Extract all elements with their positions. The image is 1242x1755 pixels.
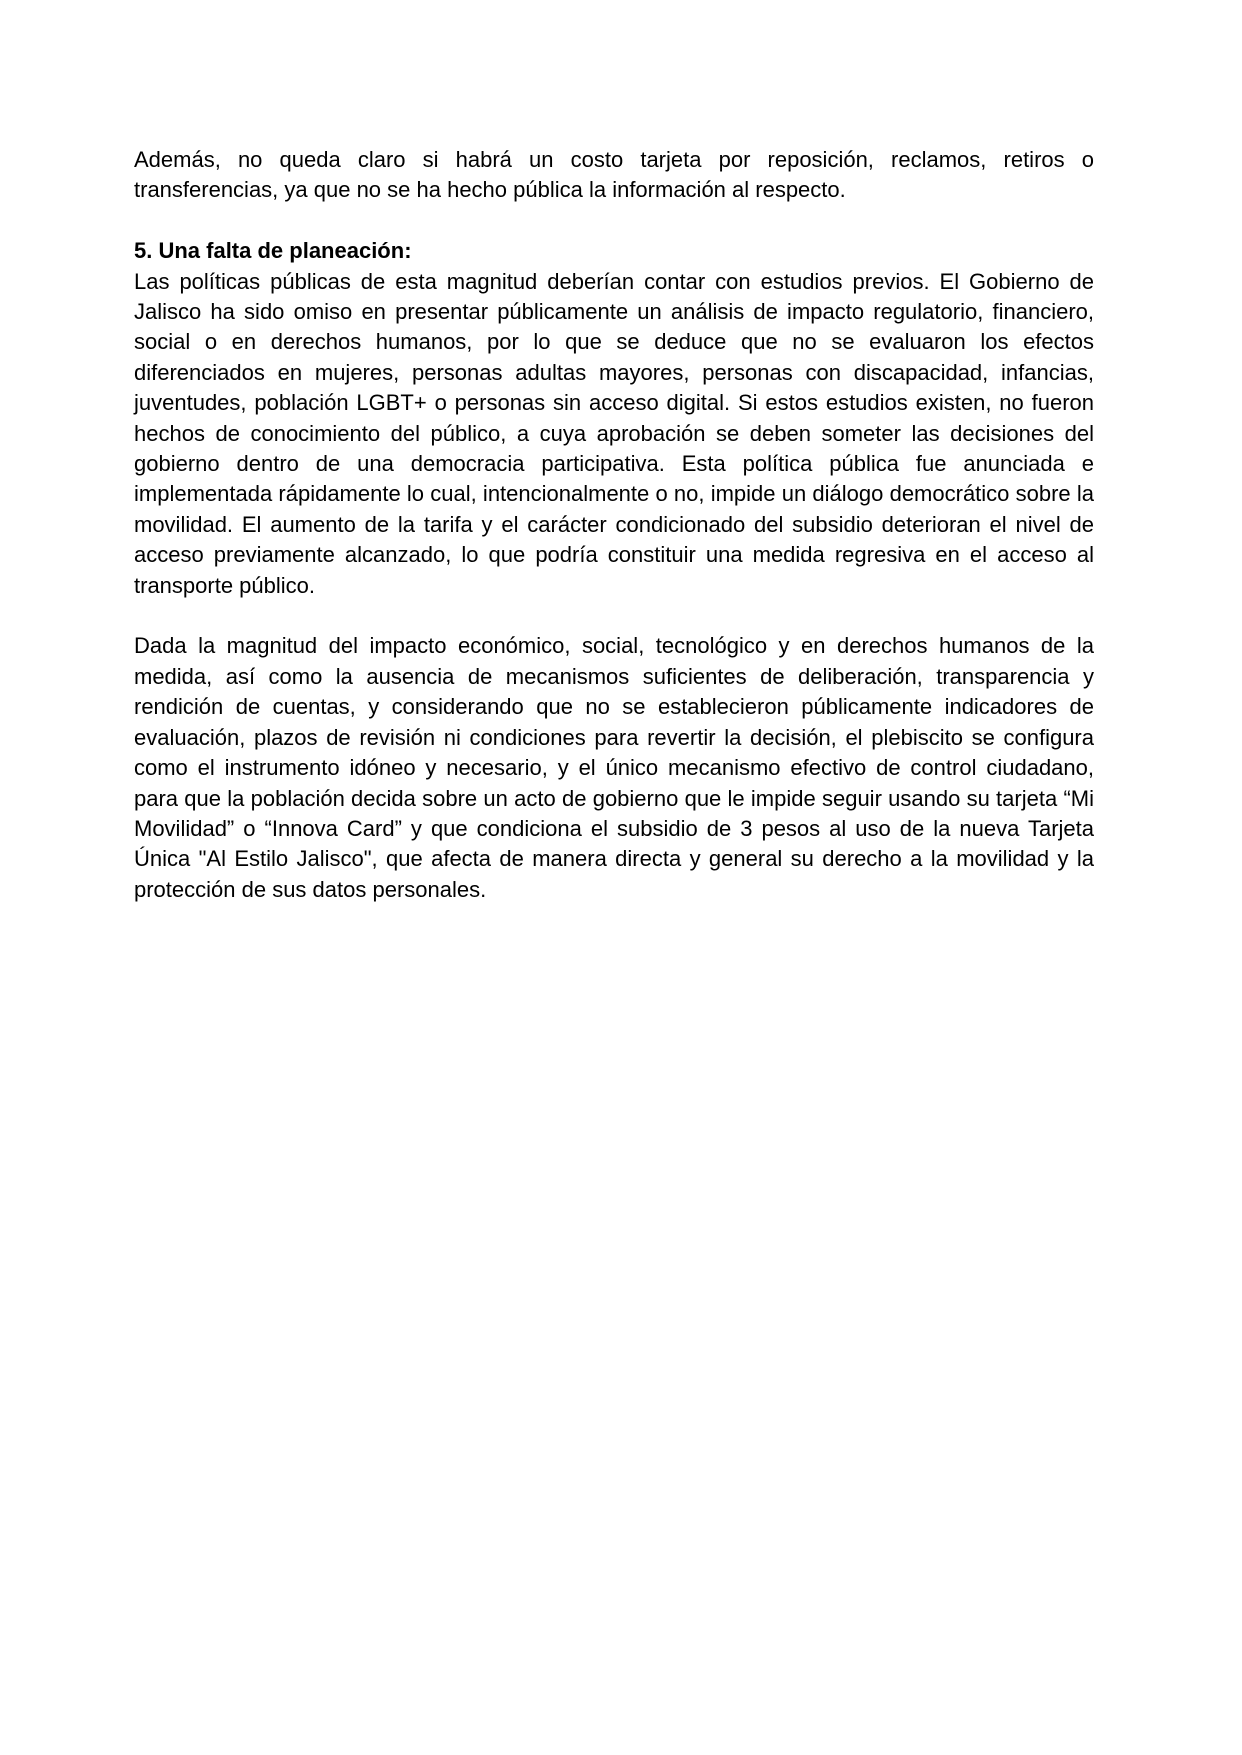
paragraph-card-costs: Además, no queda claro si habrá un costo tarjeta por reposición, reclamos, retiros o transferencias, ya que no se ha hecho pública la información al respecto. <box>134 147 1094 203</box>
paragraph-falta-de-planeacion: Las políticas públicas de esta magnitud deberían contar con estudios previos. El Gobierno de Jalisco ha sido omiso en presentar públicamente un análisis de impacto regulatorio, financiero, social o en derechos humanos, por lo que se deduce que no se evaluaron los efectos diferenciados en mujeres, personas adultas mayores, personas con discapacidad, infancias, juventudes, población LGBT+ o personas sin acceso digital. Si estos estudios existen, no fueron hechos de conocimiento del público, a cuya aprobación se deben someter las decisiones del gobierno dentro de una democracia participativa. Esta política pública fue anunciada e implementada rápidamente lo cual, intencionalmente o no, impide un diálogo democrático sobre la movilidad. El aumento de la tarifa y el carácter condicionado del subsidio deterioran el nivel de acceso previamente alcanzado, lo que podría constituir una medida regresiva en el acceso al transporte público. <box>134 268 1094 598</box>
section-heading-falta-de-planeacion: 5. Una falta de planeación: <box>134 238 412 264</box>
paragraph-plebiscito: Dada la magnitud del impacto económico, social, tecnológico y en derechos humanos de la medida, así como la ausencia de mecanismos suficientes de deliberación, transparencia y rendición de cuentas, y considerando que no se establecieron públicamente indicadores de evaluación, plazos de revisión ni condiciones para revertir la decisión, el plebiscito se configura como el instrumento idóneo y necesario, y el único mecanismo efectivo de control ciudadano, para que la población decida sobre un acto de gobierno que le impide seguir usando su tarjeta “Mi Movilidad” o “Innova Card” y que condiciona el subsidio de 3 pesos al uso de la nueva Tarjeta Única "Al Estilo Jalisco", que afecta de manera directa y general su derecho a la movilidad y la protección de sus datos personales. <box>134 633 1094 902</box>
